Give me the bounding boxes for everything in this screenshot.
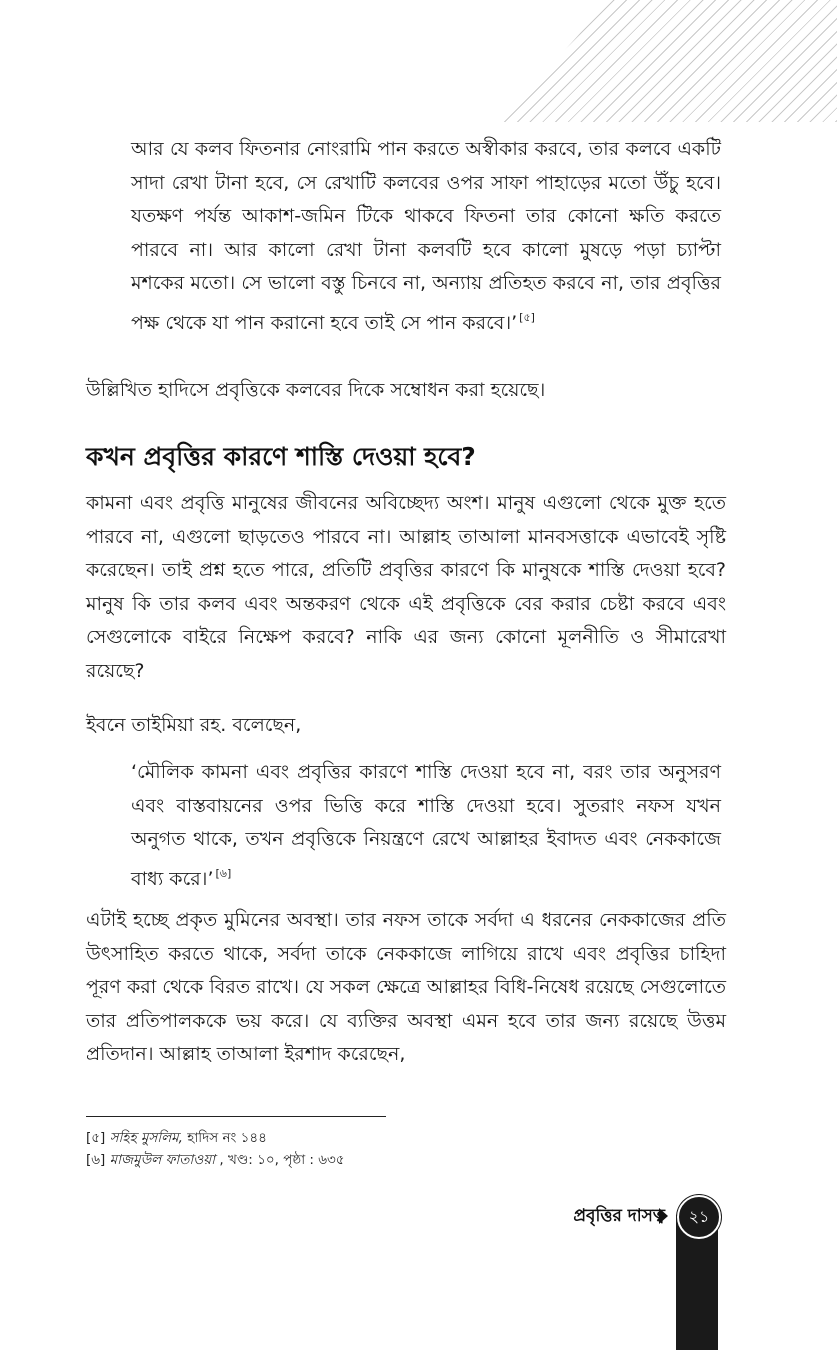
footnote-ref-5[interactable]: [৫] [519, 310, 535, 324]
paragraph-believer-text: এটাই হচ্ছে প্রকৃত মুমিনের অবস্থা। তার নফস তাকে সর্বদা এ ধরনের নেককাজের প্রতি উৎসাহিত করতে থাকে, সর্বদা তাকে নেককাজে লাগিয়ে রাখে এবং প্রবৃত্তির চাহিদা পূরণ করা থেকে বিরত রাখে। যে সকল ক্ষেত্রে আল্লাহর বিধি-নিষেধ রয়েছে সেগুলোতে তার প্রতিপালককে ভয় করে। যে ব্যক্তির অবস্থা এমন হবে তার জন্য রয়েছে উত্তম প্রতিদান। আল্লাহ তাআলা ইরশাদ করেছেন, [86, 909, 726, 1065]
footnote-5 [86, 1127, 345, 1149]
paragraph-ibn-taymiyyah [86, 709, 726, 743]
page-number-badge [677, 1195, 721, 1239]
footnote-6-detail: , খণ্ড: ১০, পৃষ্ঠা : ৬৩৫ [215, 1152, 345, 1168]
footnote-6 [86, 1149, 345, 1171]
corner-hatch-decoration [500, 0, 837, 122]
footnotes [86, 1127, 345, 1171]
quote-ibn-taymiyyah [131, 756, 721, 896]
quote-hadith-text: আর যে কলব ফিতনার নোংরামি পান করতে অস্বীকার করবে, তার কলবে একটি সাদা রেখা টানা হবে, সে রেখাটি কলবের ওপর সাফা পাহাড়ের মতো উঁচু হবে। যতক্ষণ পর্যন্ত আকাশ-জমিন টিকে থাকবে ফিতনা তার কোনো ক্ষতি করতে পারবে না। আর কালো রেখা টানা কলবটি হবে কালো মুষড়ে পড়া চ্যাপ্টা মশকের মতো। সে ভালো বস্তু চিনবে না, অন্যায় প্রতিহত করবে না, তার প্রবৃত্তির পক্ষ থেকে যা পান করানো হবে তাই সে পান করবে।’ [131, 138, 721, 334]
footnote-divider [86, 1116, 386, 1117]
paragraph-ibn-taymiyyah-text: ইবনে তাইমিয়া রহ. বলেছেন, [86, 714, 302, 736]
footnote-5-source: সহিহ মুসলিম, [109, 1130, 183, 1146]
running-book-title: প্রবৃত্তির দাসত্ব [573, 1206, 665, 1226]
paragraph-addressing [86, 374, 726, 408]
quote-hadith [131, 133, 721, 340]
paragraph-desires [86, 487, 726, 688]
section-heading: কখন প্রবৃত্তির কারণে শাস্তি দেওয়া হবে? [86, 442, 476, 471]
paragraph-desires-text: কামনা এবং প্রবৃত্তি মানুষের জীবনের অবিচ্ছেদ্য অংশ। মানুষ এগুলো থেকে মুক্ত হতে পারবে না, এগুলো ছাড়তেও পারবে না। আল্লাহ তাআলা মানবসত্তাকে এভাবেই সৃষ্টি করেছেন। তাই প্রশ্ন হতে পারে, প্রতিটি প্রবৃত্তির কারণে কি মানুষকে শাস্তি দেওয়া হবে? মানুষ কি তার কলব এবং অন্তকরণ থেকে এই প্রবৃত্তিকে বের করার চেষ্টা করবে এবং সেগুলোকে বাইরে নিক্ষেপ করবে? নাকি এর জন্য কোনো মূলনীতি ও সীমারেখা রয়েছে? [86, 492, 726, 682]
footnote-ref-6[interactable]: [৬] [215, 866, 232, 880]
paragraph-addressing-text: উল্লিখিত হাদিসে প্রবৃত্তিকে কলবের দিকে সম্বোধন করা হয়েছে। [86, 379, 546, 401]
arrow-right-icon [659, 1208, 668, 1224]
footnote-5-detail: হাদিস নং ১৪৪ [182, 1130, 267, 1146]
quote-ibn-taymiyyah-text: ‘মৌলিক কামনা এবং প্রবৃত্তির কারণে শাস্তি দেওয়া হবে না, বরং তার অনুসরণ এবং বাস্তবায়নের ওপর ভিত্তি করে শাস্তি দেওয়া হবে। সুতরাং নফস যখন অনুগত থাকে, তখন প্রবৃত্তিকে নিয়ন্ত্রণে রেখে আল্লাহর ইবাদত এবং নেককাজে বাধ্য করে।’ [131, 761, 721, 890]
footnote-6-number: [৬] [86, 1152, 106, 1168]
footnote-6-source: মাজমুউল ফাতাওয়া [109, 1152, 216, 1168]
footnote-5-number: [৫] [86, 1130, 106, 1146]
page-number: ২১ [688, 1207, 710, 1226]
paragraph-believer [86, 904, 726, 1072]
